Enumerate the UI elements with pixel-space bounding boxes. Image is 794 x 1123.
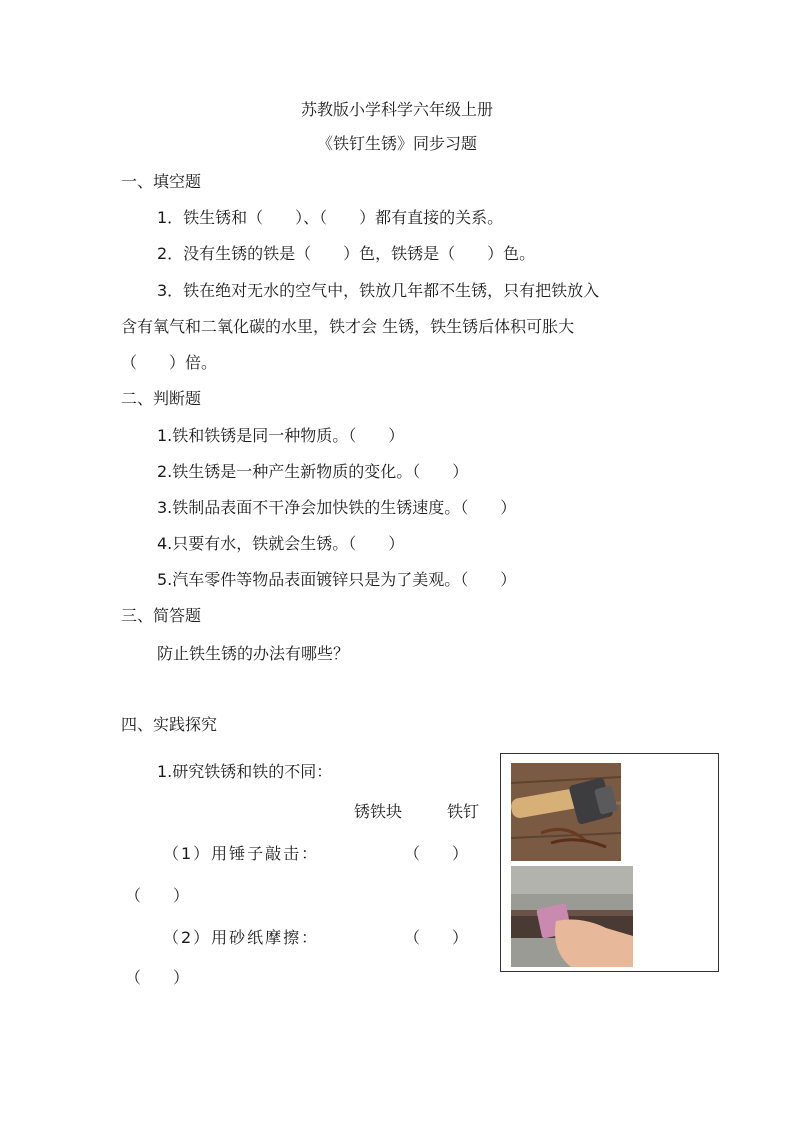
row-label-sandpaper: （2）用砂纸摩擦： [163, 928, 320, 947]
row-label-hammer: （1）用锤子敲击： [163, 844, 320, 863]
row2-blank-nail: （ ） [125, 968, 190, 987]
practice-question-1: 1.研究铁锈和铁的不同： [157, 762, 333, 781]
section-heading-judge: 二、判断题 [121, 389, 202, 408]
short-answer-question: 防止铁生锈的办法有哪些？ [157, 644, 350, 663]
hammer-and-nails-photo [511, 763, 621, 861]
column-header-rusty-iron: 锈铁块 [354, 802, 403, 821]
judge-item-1: 1.铁和铁锈是同一种物质。（ ） [157, 426, 405, 445]
judge-item-3: 3.铁制品表面不干净会加快铁的生锈速度。（ ） [157, 498, 517, 517]
row1-blank-nail: （ ） [125, 886, 190, 905]
judge-item-4: 4.只要有水，铁就会生锈。（ ） [157, 534, 405, 553]
row2-blank-rusty: （ ） [404, 928, 469, 947]
fill-question-3-line1: 3．铁在绝对无水的空气中，铁放几年都不生锈，只有把铁放入 [157, 281, 600, 300]
fill-question-3-line2: 含有氧气和二氧化碳的水里，铁才会 生锈，铁生锈后体积可胀大 [121, 317, 575, 336]
judge-item-5: 5.汽车零件等物品表面镀锌只是为了美观。（ ） [157, 570, 517, 589]
judge-item-2: 2.铁生锈是一种产生新物质的变化。（ ） [157, 462, 469, 481]
section-heading-fill: 一、填空题 [121, 172, 202, 191]
doc-title: 苏教版小学科学六年级上册 [300, 100, 493, 119]
fill-question-1: 1．铁生锈和（ ）、（ ）都有直接的关系。 [157, 208, 504, 227]
column-header-iron-nail: 铁钉 [447, 802, 480, 821]
section-heading-short-answer: 三、简答题 [121, 606, 202, 625]
section-heading-practice: 四、实践探究 [121, 715, 218, 734]
fill-question-2: 2．没有生锈的铁是（ ）色，铁锈是（ ）色。 [157, 244, 536, 263]
fill-question-3-line3: （ ）倍。 [121, 353, 218, 372]
sandpaper-on-iron-photo [511, 866, 633, 967]
row1-blank-rusty: （ ） [404, 844, 469, 863]
experiment-figure [500, 753, 719, 972]
doc-subtitle: 《铁钉生锈》同步习题 [316, 134, 477, 153]
